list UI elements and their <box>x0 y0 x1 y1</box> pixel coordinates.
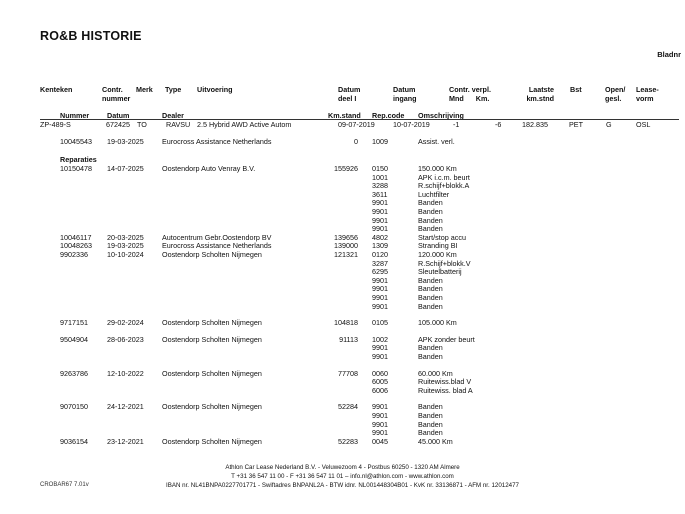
entry-omschrijving: 60.000 Km <box>418 368 453 378</box>
entry-kmstand: 155926 <box>334 164 358 173</box>
entry-omschrijving: Banden <box>418 224 443 234</box>
entry-datum: 24-12-2021 <box>107 402 144 412</box>
vehicle-uitvoering: 2.5 Hybrid AWD Active Autom <box>197 120 292 129</box>
entry-omschrijving: Banden <box>418 198 443 208</box>
entry-omschrijving: Ruitewiss.blad V <box>418 377 472 387</box>
entry-repcode: 9901 <box>372 419 388 429</box>
col-nummer: Nummer <box>60 111 90 120</box>
entry-repcode: 6295 <box>372 267 388 277</box>
col-bst: Bst <box>570 85 582 94</box>
vehicle-open: G <box>606 120 612 129</box>
col-contr-verpl: Contr. verpl. Mnd Km. <box>449 85 491 103</box>
entry-kmstand: 0 <box>354 137 358 146</box>
entry-dealer: Oostendorp Scholten Nijmegen <box>162 334 262 344</box>
entry-datum: 12-10-2022 <box>107 368 144 378</box>
entry-repcode: 9901 <box>372 343 388 353</box>
entry-repcode: 0150 <box>372 164 388 173</box>
footer-contact: T +31 36 547 11 00 - F +31 36 547 11 01 – info.nl@athlon.com - www.athlon.com <box>231 473 454 480</box>
page-number-label: Bladnr <box>657 50 681 59</box>
entry-dealer: Autocentrum Gebr.Oostendorp BV <box>162 232 272 242</box>
col-kenteken: Kenteken <box>40 85 73 94</box>
entry-kmstand: 104818 <box>334 318 358 328</box>
page-title: RO&B HISTORIE <box>40 29 142 43</box>
entry-omschrijving: Sleutelbatterij <box>418 267 462 277</box>
entry-nummer: 9070150 <box>60 402 88 412</box>
entry-kmstand: 139656 <box>334 232 358 242</box>
entry-omschrijving: Banden <box>418 411 443 420</box>
entry-omschrijving: Banden <box>418 284 443 294</box>
entry-omschrijving: 150.000 Km <box>418 164 457 173</box>
entry-repcode: 1309 <box>372 241 388 251</box>
entry-repcode: 1002 <box>372 334 388 344</box>
entry-datum: 23-12-2021 <box>107 436 144 446</box>
entry-omschrijving: Ruitewiss. blad A <box>418 385 473 395</box>
col-contr-nummer: Contr. nummer <box>102 85 131 103</box>
entry-kmstand: 52284 <box>338 402 358 412</box>
entry-repcode: 1001 <box>372 172 388 182</box>
col-merk: Merk <box>136 85 153 94</box>
entry-nummer: 10046117 <box>60 232 92 242</box>
entry-repcode: 9901 <box>372 301 388 311</box>
entry-omschrijving: Banden <box>418 419 443 429</box>
col-type: Type <box>165 85 182 94</box>
vehicle-kenteken: ZP-489-S <box>40 120 71 129</box>
entry-omschrijving: R.schijf+blokk.A <box>418 181 470 191</box>
vehicle-contract: 672425 <box>106 120 130 129</box>
entry-omschrijving: R.Schijf+blokk.V <box>418 258 471 268</box>
entry-omschrijving: Banden <box>418 352 443 361</box>
entry-omschrijving: Banden <box>418 428 443 438</box>
entry-kmstand: 91113 <box>339 334 358 344</box>
entry-nummer: 10048263 <box>60 241 92 251</box>
entry-repcode: 0045 <box>372 436 388 446</box>
entry-datum: 10-10-2024 <box>107 250 144 259</box>
col-kmstand: Km.stand <box>328 111 361 120</box>
entry-omschrijving: Banden <box>418 343 443 353</box>
entry-repcode: 6005 <box>372 377 388 387</box>
entry-omschrijving: 45.000 Km <box>418 436 453 446</box>
entry-omschrijving: APK i.c.m. beurt <box>418 172 470 182</box>
entry-datum: 19-03-2025 <box>107 137 144 146</box>
entry-datum: 19-03-2025 <box>107 241 144 251</box>
entry-repcode: 9901 <box>372 293 388 302</box>
entry-repcode: 0120 <box>372 250 388 259</box>
entry-repcode: 9901 <box>372 207 388 216</box>
entry-repcode: 9901 <box>372 352 388 361</box>
entry-omschrijving: APK zonder beurt <box>418 334 475 344</box>
entry-repcode: 4802 <box>372 232 388 242</box>
footer-address: Athlon Car Lease Nederland B.V. - Veluwezoom 4 - Postbus 60250 - 1320 AM Almere <box>225 464 460 471</box>
entry-omschrijving: Banden <box>418 275 443 285</box>
vehicle-laatste: 182.835 <box>522 120 548 129</box>
vehicle-km: -6 <box>495 120 502 129</box>
entry-repcode: 9901 <box>372 215 388 225</box>
entry-datum: 29-02-2024 <box>107 318 144 328</box>
entry-kmstand: 121321 <box>334 250 358 259</box>
entry-repcode: 3611 <box>372 189 388 199</box>
entry-omschrijving: 105.000 Km <box>418 318 457 328</box>
col-datum: Datum <box>107 111 130 120</box>
vehicle-mnd: -1 <box>453 120 460 129</box>
entry-repcode: 9901 <box>372 275 388 285</box>
entry-dealer: Oostendorp Scholten Nijmegen <box>162 402 262 412</box>
vehicle-type: RAVSU <box>166 120 191 129</box>
entry-nummer: 10150478 <box>60 164 92 173</box>
entry-nummer: 9036154 <box>60 436 88 446</box>
entry-repcode: 9901 <box>372 411 388 420</box>
entry-repcode: 9901 <box>372 224 388 234</box>
entry-dealer: Oostendorp Scholten Nijmegen <box>162 368 262 378</box>
entry-repcode: 9901 <box>372 198 388 208</box>
entry-omschrijving: Banden <box>418 301 443 311</box>
entry-nummer: 9717151 <box>60 318 88 328</box>
entry-dealer: Oostendorp Scholten Nijmegen <box>162 436 262 446</box>
vehicle-datum-ingang: 10-07-2019 <box>393 120 430 129</box>
entry-dealer: Eurocross Assistance Netherlands <box>162 137 272 146</box>
entry-kmstand: 139000 <box>334 241 358 251</box>
entry-repcode: 3288 <box>372 181 388 191</box>
vehicle-merk: TO <box>137 120 147 129</box>
entry-nummer: 9504904 <box>60 334 88 344</box>
col-uitvoering: Uitvoering <box>197 85 233 94</box>
entry-dealer: Oostendorp Scholten Nijmegen <box>162 318 262 328</box>
entry-repcode: 6006 <box>372 385 388 395</box>
col-repcode: Rep.code <box>372 111 405 120</box>
entry-omschrijving: Banden <box>418 207 443 216</box>
reparaties-heading: Reparaties <box>60 155 97 164</box>
entry-omschrijving: Banden <box>418 402 443 412</box>
entry-datum: 14-07-2025 <box>107 164 144 173</box>
col-open: Open/ gesl. <box>605 85 626 103</box>
entry-repcode: 0060 <box>372 368 388 378</box>
entry-datum: 28-06-2023 <box>107 334 144 344</box>
entry-repcode: 9901 <box>372 284 388 294</box>
col-omschrijving: Omschrijving <box>418 111 464 120</box>
entry-omschrijving: Banden <box>418 293 443 302</box>
entry-repcode: 9901 <box>372 402 388 412</box>
col-dealer: Dealer <box>162 111 184 120</box>
col-datum-ingang: Datum ingang <box>393 85 417 103</box>
entry-dealer: Oostendorp Auto Venray B.V. <box>162 164 256 173</box>
entry-repcode: 0105 <box>372 318 388 328</box>
col-laatste: Laatste km.stnd <box>526 85 554 103</box>
entry-omschrijving: Banden <box>418 215 443 225</box>
entry-repcode: 1009 <box>372 137 388 146</box>
document-code: CROBAR67 7.01v <box>40 482 89 488</box>
footer-legal: IBAN nr. NL41BNPA0227701771 - Swiftadres BNPANL2A - BTW idnr. NL001448304B01 - KvK nr. 33136871 - AFM nr. 12012477 <box>165 482 519 489</box>
col-datum-deel: Datum deel I <box>338 85 361 103</box>
entry-omschrijving: Luchtfilter <box>418 189 450 199</box>
entry-nummer: 9263786 <box>60 368 88 378</box>
entry-omschrijving: Start/stop accu <box>418 232 466 242</box>
entry-omschrijving: Assist. verl. <box>418 137 455 146</box>
entry-dealer: Eurocross Assistance Netherlands <box>162 241 272 251</box>
entry-repcode: 9901 <box>372 428 388 438</box>
entry-nummer: 10045543 <box>60 137 92 146</box>
entry-omschrijving: Stranding BI <box>418 241 458 251</box>
col-lease: Lease- vorm <box>636 85 659 103</box>
entry-nummer: 9902336 <box>60 250 88 259</box>
entry-datum: 20-03-2025 <box>107 232 144 242</box>
entry-dealer: Oostendorp Scholten Nijmegen <box>162 250 262 259</box>
entry-omschrijving: 120.000 Km <box>418 250 457 259</box>
vehicle-bst: PET <box>569 120 583 129</box>
entry-kmstand: 77708 <box>338 368 358 378</box>
entry-kmstand: 52283 <box>338 436 358 446</box>
vehicle-lease: OSL <box>636 120 651 129</box>
vehicle-datum-deel: 09-07-2019 <box>338 120 375 129</box>
entry-repcode: 3287 <box>372 258 388 268</box>
